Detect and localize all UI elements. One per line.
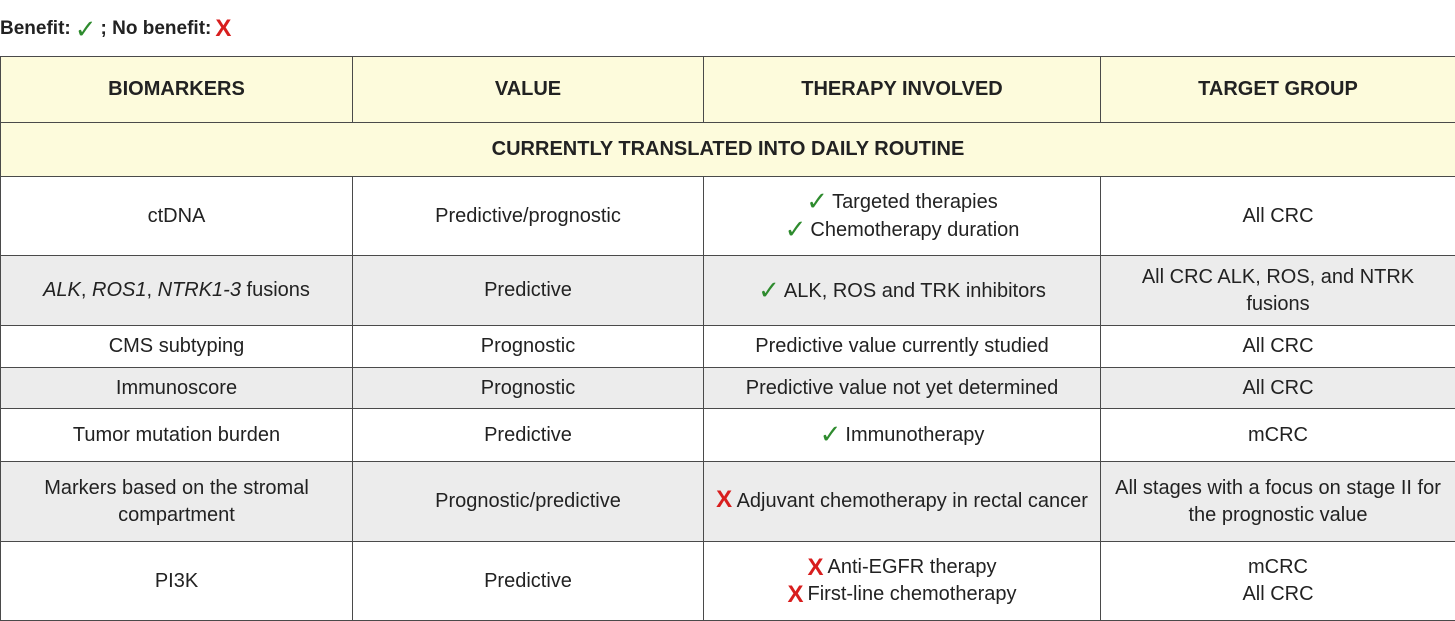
- therapy-text: Adjuvant chemotherapy in rectal cancer: [737, 490, 1088, 512]
- therapy-text: Chemotherapy duration: [810, 219, 1019, 241]
- value-cell: Predictive: [353, 409, 704, 462]
- check-icon: ✓: [75, 16, 97, 42]
- target-cell: All CRC: [1101, 368, 1455, 409]
- check-icon: ✓: [758, 275, 780, 305]
- header-row: [1, 57, 1455, 123]
- therapy-cell: Predictive value currently studied: [704, 326, 1101, 368]
- header-biomarkers: BIOMARKERS: [1, 57, 353, 123]
- biomarker-cell: ctDNA: [1, 177, 353, 256]
- check-icon: ✓: [785, 214, 807, 244]
- header-value: VALUE: [353, 57, 704, 123]
- gene-name: ROS1: [92, 279, 146, 301]
- therapy-cell: [704, 462, 1101, 542]
- target-cell: All stages with a focus on stage II for the prognostic value: [1101, 462, 1455, 542]
- value-cell: Prognostic: [353, 326, 704, 368]
- cross-icon: X: [808, 554, 824, 581]
- target-line: mCRC: [1111, 554, 1445, 581]
- value-cell: Prognostic: [353, 368, 704, 409]
- table-row: [1, 409, 1455, 462]
- section-title: CURRENTLY TRANSLATED INTO DAILY ROUTINE: [1, 123, 1455, 177]
- gene-name: ALK: [43, 279, 81, 301]
- biomarkers-table: [0, 56, 1455, 621]
- gene-name: NTRK1-3: [158, 279, 241, 301]
- therapy-cell: [704, 256, 1101, 326]
- target-line: All CRC: [1111, 581, 1445, 608]
- legend-benefit-label: Benefit:: [0, 18, 71, 40]
- section-row: [1, 123, 1455, 177]
- value-cell: Prognostic/predictive: [353, 462, 704, 542]
- target-cell: All CRC ALK, ROS, and NTRK fusions: [1101, 256, 1455, 326]
- biomarker-cell: PI3K: [1, 542, 353, 621]
- check-icon: ✓: [806, 186, 828, 216]
- therapy-cell: [704, 177, 1101, 256]
- therapy-text: Immunotherapy: [845, 424, 984, 446]
- table-row: [1, 542, 1455, 621]
- target-cell: All CRC: [1101, 177, 1455, 256]
- value-cell: Predictive: [353, 256, 704, 326]
- table-row: [1, 368, 1455, 409]
- biomarker-cell: Tumor mutation burden: [1, 409, 353, 462]
- therapy-text: First-line chemotherapy: [808, 583, 1017, 605]
- therapy-text: ALK, ROS and TRK inhibitors: [784, 280, 1046, 302]
- header-therapy: THERAPY INVOLVED: [704, 57, 1101, 123]
- separator: ,: [146, 279, 157, 301]
- biomarker-cell: Markers based on the stromal compartment: [1, 462, 353, 542]
- biomarker-cell: Immunoscore: [1, 368, 353, 409]
- table-row: [1, 462, 1455, 542]
- value-cell: Predictive: [353, 542, 704, 621]
- therapy-cell: Predictive value not yet determined: [704, 368, 1101, 409]
- cross-icon: X: [788, 581, 804, 608]
- therapy-cell: [704, 542, 1101, 621]
- cross-icon: X: [215, 17, 231, 41]
- separator: ,: [81, 279, 92, 301]
- biomarker-suffix: fusions: [241, 279, 310, 301]
- biomarker-cell: CMS subtyping: [1, 326, 353, 368]
- biomarker-cell: [1, 256, 353, 326]
- value-cell: Predictive/prognostic: [353, 177, 704, 256]
- therapy-text: Anti-EGFR therapy: [828, 556, 997, 578]
- therapy-cell: [704, 409, 1101, 462]
- cross-icon: X: [716, 486, 732, 513]
- check-icon: ✓: [820, 419, 842, 449]
- therapy-text: Targeted therapies: [832, 191, 998, 213]
- target-cell: All CRC: [1101, 326, 1455, 368]
- legend: [0, 12, 235, 46]
- table-row: [1, 177, 1455, 256]
- table-row: [1, 256, 1455, 326]
- header-target-group: TARGET GROUP: [1101, 57, 1455, 123]
- legend-separator: ; No benefit:: [101, 18, 212, 40]
- target-cell: mCRC: [1101, 409, 1455, 462]
- table-row: [1, 326, 1455, 368]
- target-cell: [1101, 542, 1455, 621]
